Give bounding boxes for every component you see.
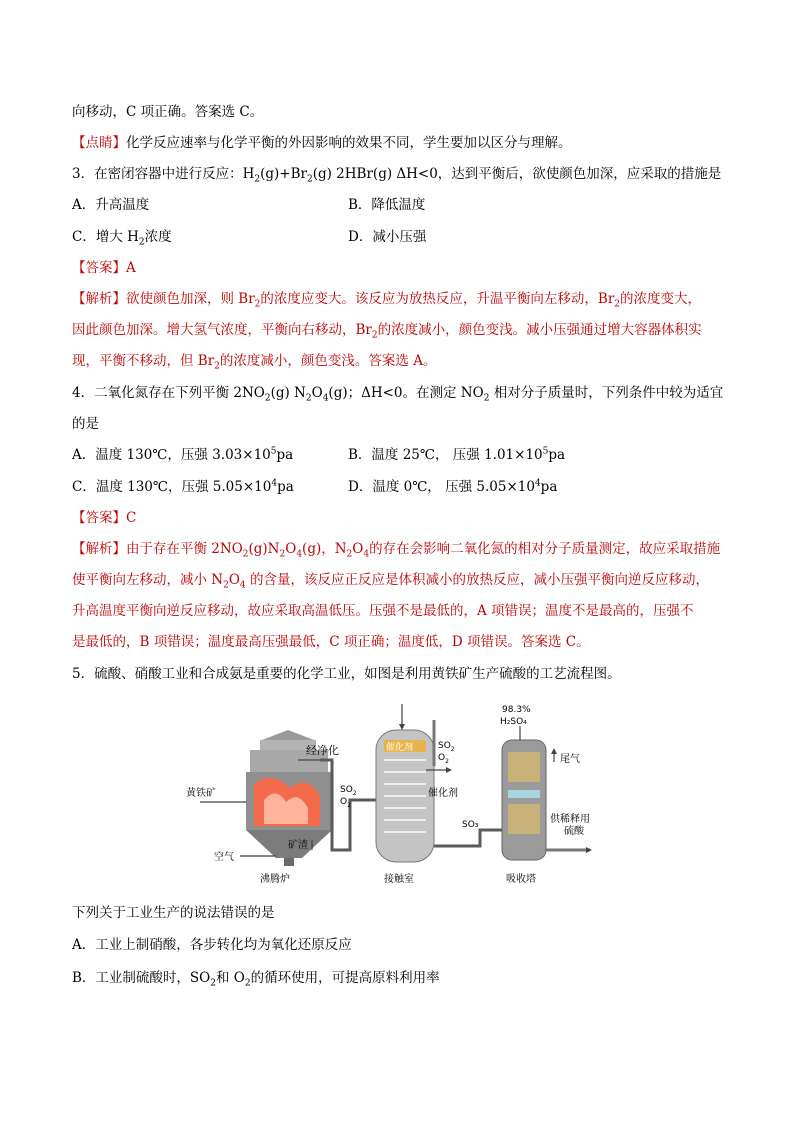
- o2-inlet-label: $O_2$: [340, 797, 351, 809]
- pyrite-label: 黄铁矿: [186, 788, 216, 799]
- furnace-caption: 沸腾炉: [260, 874, 290, 885]
- q4-stem: 4．二氧化氮存在下列平衡 $2NO_2(g)$ $N_2O_4(g)$；ΔH<0。在测定 $NO_2$ 相对分子质量时，下列条件中较为适宜: [72, 385, 724, 404]
- q3-option-b: B．降低温度: [348, 197, 426, 213]
- q3-option-d: D．减小压强: [348, 229, 427, 245]
- tip-tag: 【点睛】: [72, 135, 126, 151]
- h2so4-label: H₂SO₄: [500, 717, 527, 727]
- q5-option-b: B．工业制硫酸时，$SO_2$和 $O_2$的循环使用，可提高原料利用率: [72, 970, 440, 989]
- h2so4-concentration-label: 98.3%: [502, 705, 531, 715]
- q4-option-b: B．温度 25℃， 压强 $1.01\times 10^5pa$: [348, 446, 566, 463]
- q4-stem-cont: 的是: [72, 416, 99, 432]
- q3-analysis-line: 因此颜色加深。增大氢气浓度，平衡向右移动，$Br_2$的浓度减小，颜色变浅。减小压强通过增大容器体积实: [72, 322, 702, 341]
- q5-option-a: A．工业上制硝酸，各步转化均为氧化还原反应: [72, 937, 352, 953]
- q4-analysis-line: 【解析】由于存在平衡 $2NO_2(g)N_2O_4(g)$，$N_2O_4$的存在会影响二氧化氮的相对分子质量测定，故应采取措施: [72, 541, 721, 560]
- catalyst-label: 催化剂: [428, 788, 458, 799]
- q4-answer: 【答案】C: [72, 510, 137, 526]
- q3-analysis-line: 现，平衡不移动，但 $Br_2$的浓度减小，颜色变浅。答案选 A。: [72, 353, 437, 372]
- q5-lead: 下列关于工业生产的说法错误的是: [72, 905, 275, 921]
- so2-label: $SO_2$: [438, 741, 455, 753]
- q3-analysis-line: 【解析】欲使颜色加深，则 $Br_2$的浓度应变大。该反应为放热反应，升温平衡向左移动，$Br_2$的浓度变大，: [72, 291, 702, 310]
- so2-inlet-label: $SO_2$: [340, 785, 357, 797]
- q4-option-d: D．温度 0℃， 压强 $5.05\times 10^4pa$: [348, 478, 558, 495]
- purify-label: 经净化: [306, 744, 339, 757]
- q4-analysis-line: 是最低的，B 项错误；温度最高压强最低，C 项正确；温度低，D 项错误。答案选 C。: [72, 634, 590, 650]
- text-line: 向移动，C 项正确。答案选 C。: [72, 104, 264, 120]
- q3-stem: 3．在密闭容器中进行反应：$H_2(g)+Br_2(g)$ 2HBr(g) ΔH<0，达到平衡后，欲使颜色加深，应采取的措施是: [72, 166, 722, 185]
- q4-option-a: A．温度 130℃，压强 $3.03\times 10^5pa$: [72, 446, 294, 463]
- q4-analysis-line: 使平衡向左移动，减小 $N_2O_4$ 的含量，该反应正反应是体积减小的放热反应，减小压强平衡向逆反应移动，: [72, 572, 709, 591]
- absorption-tower-caption: 吸收塔: [506, 874, 536, 885]
- q4-option-c: C．温度 130℃，压强 $5.05\times 10^4pa$: [72, 478, 294, 495]
- so3-label: SO₃: [462, 820, 479, 830]
- q3-option-c: C．增大 $H_2$浓度: [72, 229, 172, 248]
- q3-option-a: A．升高温度: [72, 197, 150, 213]
- tail-gas-label: 尾气: [560, 754, 580, 765]
- q3-answer: 【答案】A: [72, 260, 136, 276]
- q5-stem: 5．硫酸、硝酸工业和合成氨是重要的化学工业，如图是利用黄铁矿生产硫酸的工艺流程图。: [72, 666, 621, 682]
- absorption-tower-illustration: [502, 726, 592, 860]
- slag-label: 矿渣: [288, 840, 308, 851]
- dilute-acid-label: 供稀释用: [550, 814, 590, 825]
- contact-chamber-caption: 接触室: [384, 874, 414, 885]
- catalyst-inner-label: 催化剂: [386, 743, 414, 753]
- o2-label: $O_2$: [438, 753, 449, 765]
- contact-chamber-illustration: [376, 704, 452, 862]
- sulfuric-acid-process-figure: [180, 700, 610, 890]
- air-label: 空气: [214, 852, 234, 863]
- tip-line: 【点睛】化学反应速率与化学平衡的外因影响的效果不同，学生要加以区分与理解。: [72, 135, 572, 151]
- q4-analysis-line: 升高温度平衡向逆反应移动，故应采取高温低压。压强不是最低的，A 项错误；温度不是最高的，压强不: [72, 603, 694, 619]
- dilute-acid-label: 硫酸: [564, 826, 584, 837]
